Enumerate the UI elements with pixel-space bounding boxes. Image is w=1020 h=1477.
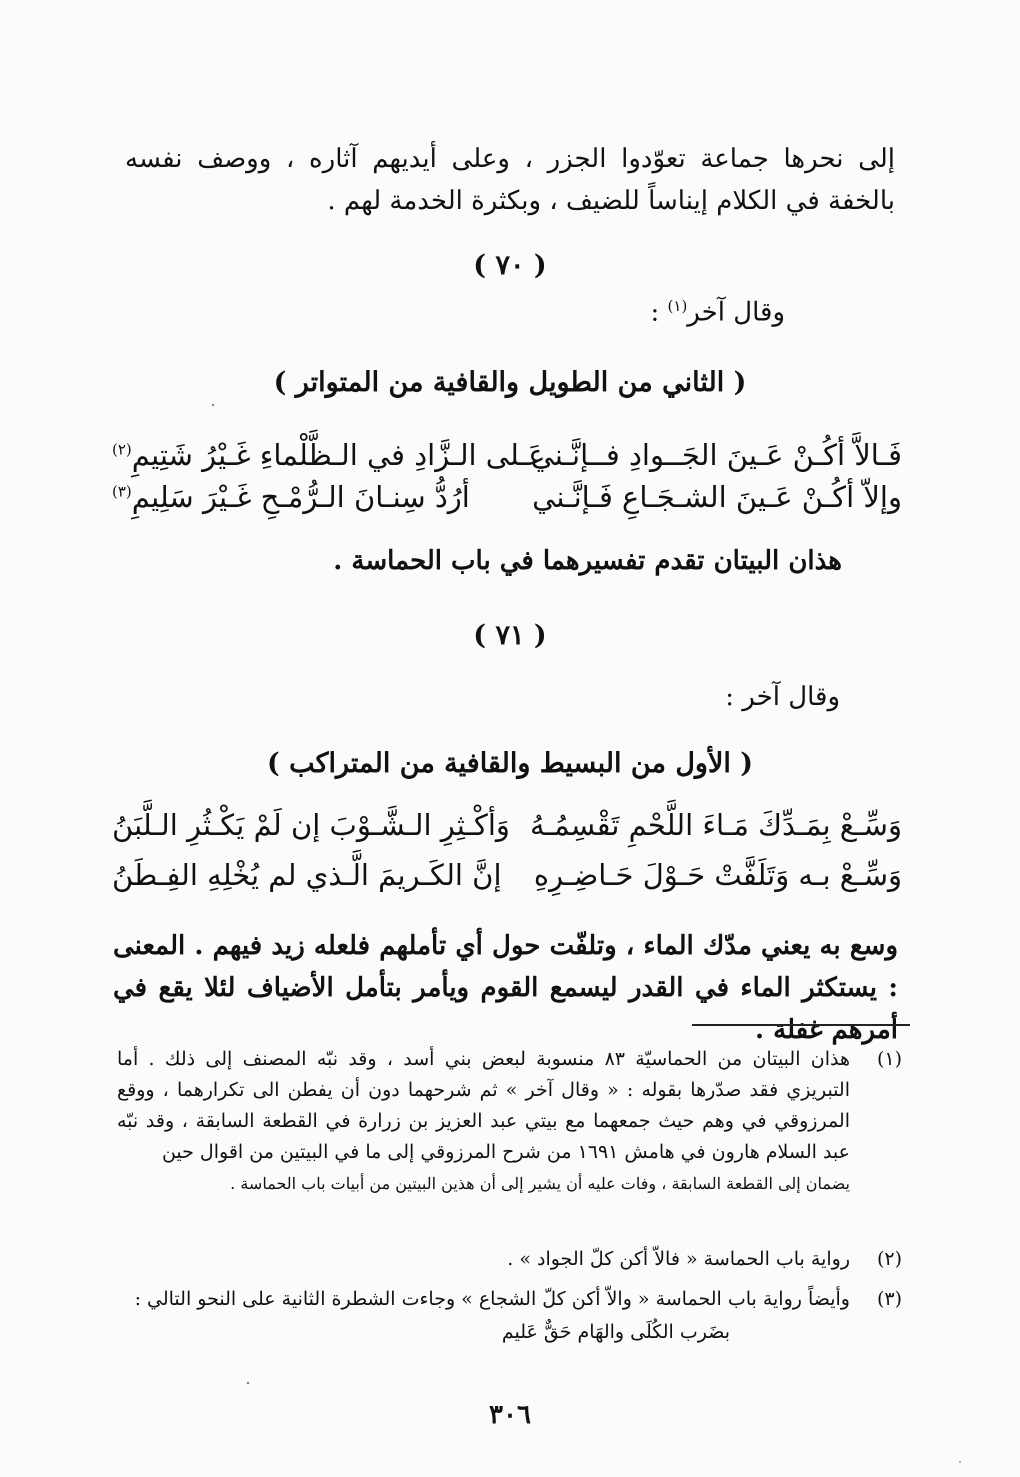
footnote-1-text: هذان البيتان من الحماسيّة ٨٣ منسوبة لبعض بني أسد ، وقد نبّه المصنف إلى ذلك . أما التبريزي فقد صدّرها بقوله : « وقال آخر » ثم شرحهما دون أن يفطن الى تكرارهما ، ووقع المرزوقي في وهم حيث جمعهما مع بيتي عبد العزيز بن زرارة في القطعة السابقة ، وقد نبّه عبد السلام هارون في هامش ١٦٩١ من شرح المرزوقي إلى ما في البيتين من اقوال حين [117, 1048, 850, 1163]
footnote-1 [117, 1044, 902, 1199]
verse-70-2-first-hemistich: وإلاّ أكُـنْ عَـينَ الشـجَـاعِ فَـإنَّـني [532, 480, 902, 514]
section-70-intro-colon: : [650, 297, 668, 328]
footnote-2-number: (٢) [876, 1248, 902, 1270]
footnote-1-number: (١) [876, 1048, 902, 1070]
section-70-intro-text: وقال آخر [687, 297, 785, 328]
verse-71-2 [112, 858, 902, 902]
verse-70-2 [112, 480, 902, 524]
section-71-meter: ( الأول من البسيط والقافية من المتراكب ) [266, 748, 754, 779]
footnote-2-text: رواية باب الحماسة « فالاّ أكن كلّ الجواد » . [507, 1248, 850, 1270]
section-70-intro [650, 297, 785, 328]
page-number: ٣٠٦ [489, 1400, 531, 1430]
speck [212, 404, 214, 406]
footnote-3-number: (٣) [876, 1288, 902, 1310]
footnote-separator [692, 1024, 910, 1026]
section-number-71: ( ٧١ ) [473, 620, 547, 651]
verse-70-1-second-text: عَـلى الـزَّادِ في الـظَّلْماءِ غَـيْرُ شَتِيمِ [131, 438, 546, 472]
section-71-commentary: وسع به يعني مدّك الماء ، وتلفّت حول أي تأملهم فلعله زيد فيهم . المعنى : يستكثر الماء في القدر ليسمع القوم ويأمر بتأمل الأضياف لئلا يقع في أمرهم غفلة . [113, 931, 898, 1045]
verse-71-2-first-hemistich: وَسِّـعْ بـه وَتَلَفَّتْ حَـوْلَ حَـاضِـرِهِ [533, 858, 902, 892]
footnote-2 [117, 1244, 902, 1275]
section-71-intro: وقال آخر : [725, 682, 840, 712]
section-number-70: ( ٧٠ ) [473, 250, 547, 281]
section-70-commentary: هذان البيتان تقدم تفسيرهما في باب الحماسة . [333, 546, 842, 576]
footnote-ref-3[interactable]: (٣) [112, 482, 132, 501]
verse-70-2-second-hemistich [112, 480, 470, 514]
verse-70-1-first-hemistich: فَـالاَّ أكُـنْ عَـينَ الجَــوادِ فــإنَّـني [530, 438, 902, 472]
footnote-1-small-text: يضمان إلى القطعة السابقة ، وفات عليه أن يشير إلى أن هذين البيتين من أبيات باب الحماسة . [230, 1174, 850, 1193]
verse-71-1 [112, 808, 902, 852]
footnote-3-verse: بضَرب الكُلَى والهَام حَقٌّ عَليم [501, 1321, 730, 1343]
intro-paragraph: إلى نحرها جماعة تعوّدوا الجزر ، وعلى أيديهم آثاره ، ووصف نفسه بالخفة في الكلام إيناساً للضيف ، وبكثرة الخدمة لهم . [125, 144, 895, 216]
speck [247, 1382, 249, 1384]
footnote-ref-2[interactable]: (٢) [112, 440, 132, 459]
footnote-ref-1[interactable]: (١) [667, 297, 688, 315]
verse-70-1 [112, 438, 902, 482]
footnote-3-text: وأيضاً رواية باب الحماسة « والاّ أكن كلّ الشجاع » وجاءت الشطرة الثانية على النحو التالي : [134, 1288, 850, 1310]
section-70-meter: ( الثاني من الطويل والقافية من المتواتر ) [273, 367, 747, 398]
verse-71-2-second-hemistich: إنَّ الكَـريمَ الَّـذي لم يُخْلِهِ الفِـطَنُ [112, 858, 502, 892]
verse-70-1-second-hemistich [112, 438, 545, 472]
speck [959, 1461, 961, 1463]
verse-71-1-first-hemistich: وَسِّـعْ بِمَـدِّكَ مَـاءَ اللَّحْمِ تَقْسِمُـهُ [529, 808, 902, 842]
verse-71-1-second-hemistich: وَأكْـثِرِ الـشَّـوْبَ إن لَمْ يَكْـثُرِ الـلَّبَنُ [112, 808, 510, 842]
verse-70-2-second-text: أرُدُّ سِنـانَ الـرُّمْـحِ غَـيْرَ سَلِيمِ [131, 480, 470, 514]
footnote-3 [117, 1284, 902, 1348]
